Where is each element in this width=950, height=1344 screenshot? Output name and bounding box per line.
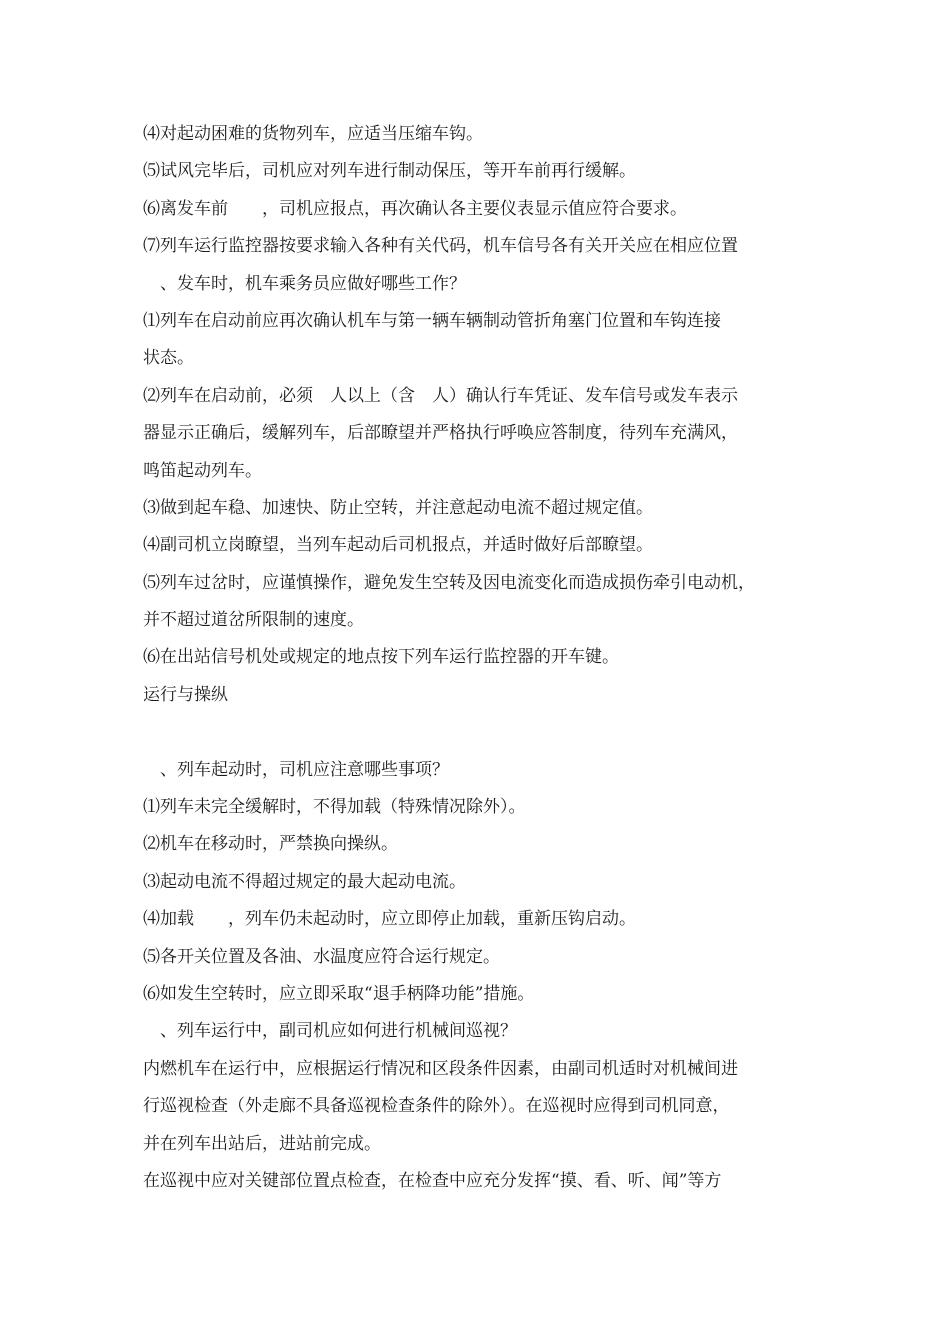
- text-line: ⑸列车过岔时，应谨慎操作，避免发生空转及因电流变化而造成损伤牵引电动机，: [143, 572, 755, 593]
- text-line: 状态。: [143, 348, 194, 369]
- text-line: 在巡视中应对关键部位置点检查，在检查中应充分发挥“摸、看、听、闻”等方: [143, 1170, 722, 1191]
- section-question: 、列车运行中，副司机应如何进行机械间巡视？: [143, 1021, 517, 1042]
- text-line: ⑹离发车前 ，司机应报点，再次确认各主要仪表显示值应符合要求。: [143, 198, 687, 219]
- blank-line: [143, 714, 813, 751]
- section-question: 、列车起动时，司机应注意哪些事项？: [143, 759, 449, 780]
- text-line: ⑴列车未完全缓解时，不得加载（特殊情况除外）。: [143, 797, 526, 818]
- text-line: 内燃机车在运行中，应根据运行情况和区段条件因素，由副司机适时对机械间进: [143, 1058, 738, 1079]
- text-line: ⑵列车在启动前，必须 人以上（含 人）确认行车凭证、发车信号或发车表示: [143, 385, 738, 406]
- text-line: ⑺列车运行监控器按要求输入各种有关代码，机车信号各有关开关应在相应位置: [143, 236, 738, 257]
- text-line: ⑸试风完毕后，司机应对列车进行制动保压，等开车前再行缓解。: [143, 161, 636, 182]
- document-body: [143, 116, 813, 1200]
- text-line: 器显示正确后，缓解列车，后部瞭望并严格执行呼唤应答制度，待列车充满风，: [143, 423, 738, 444]
- text-line: 行巡视检查（外走廊不具备巡视检查条件的除外）。在巡视时应得到司机同意，: [143, 1096, 730, 1117]
- text-line: 鸣笛起动列车。: [143, 460, 262, 481]
- text-line: ⑷加载 ，列车仍未起动时，应立即停止加载，重新压钩启动。: [143, 909, 636, 930]
- text-line: ⑶做到起车稳、加速快、防止空转，并注意起动电流不超过规定值。: [143, 497, 653, 518]
- text-line: ⑷副司机立岗瞭望，当列车起动后司机报点，并适时做好后部瞭望。: [143, 535, 653, 556]
- section-question: 、发车时，机车乘务员应做好哪些工作？: [143, 273, 466, 294]
- text-line: ⑹在出站信号机处或规定的地点按下列车运行监控器的开车键。: [143, 647, 619, 668]
- text-line: ⑶起动电流不得超过规定的最大起动电流。: [143, 871, 466, 892]
- text-line: ⑴列车在启动前应再次确认机车与第一辆车辆制动管折角塞门位置和车钩连接: [143, 310, 721, 331]
- text-line: ⑷对起动困难的货物列车，应适当压缩车钩。: [143, 124, 483, 144]
- section-heading: 运行与操纵: [143, 684, 228, 705]
- text-line: ⑹如发生空转时，应立即采取“退手柄降功能”措施。: [143, 983, 535, 1004]
- text-line: 并不超过道岔所限制的速度。: [143, 610, 364, 631]
- text-line: ⑸各开关位置及各油、水温度应符合运行规定。: [143, 946, 500, 967]
- text-line: ⑵机车在移动时，严禁换向操纵。: [143, 834, 398, 855]
- text-line: 并在列车出站后，进站前完成。: [143, 1133, 381, 1154]
